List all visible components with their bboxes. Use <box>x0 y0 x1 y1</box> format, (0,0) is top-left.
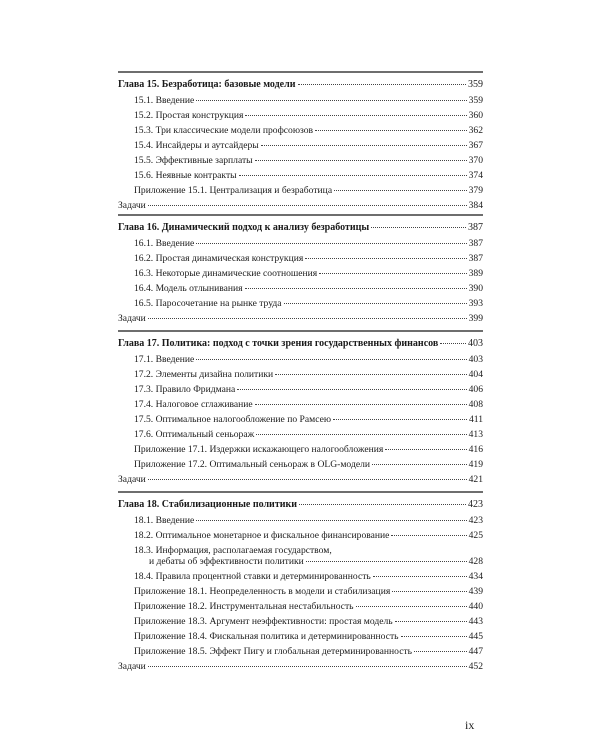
entry-title: 16.3. Некоторые динамические соотношения <box>134 267 318 279</box>
page-number: 443 <box>468 616 483 628</box>
toc-entry <box>118 141 483 151</box>
leader-dots <box>196 359 466 360</box>
entry-title: 15.2. Простая конструкция <box>134 109 244 121</box>
leader-dots <box>255 404 467 405</box>
leader-dots <box>395 621 467 622</box>
entry-title: Приложение 18.1. Неопределенность в модели и стабилизация <box>134 585 391 597</box>
entry-title: Задачи <box>118 661 146 673</box>
entry-title: 16.1. Введение <box>134 237 195 249</box>
page-number: 360 <box>468 109 483 121</box>
chapter-17 <box>118 330 483 490</box>
entry-title: 18.4. Правила процентной ставки и детерминированность <box>134 570 371 582</box>
entry-title: Приложение 17.1. Издержки искажающего налогообложения <box>134 444 384 456</box>
entry-title: 18.3. Информация, располагаемая государством, <box>134 544 332 556</box>
page-number: 428 <box>468 555 483 567</box>
chapter-rule <box>118 71 483 73</box>
chapter-title: Глава 17. Политика: подход с точки зрения государственных финансов <box>118 338 439 349</box>
entry-title: Приложение 18.5. Эффект Пигу и глобальная детерминированность <box>134 646 413 658</box>
page-number: 445 <box>468 631 483 643</box>
leader-dots <box>401 636 467 637</box>
leader-dots <box>196 520 466 521</box>
toc-entry-continuation <box>118 557 483 567</box>
toc-entry <box>118 602 483 612</box>
page-number: 399 <box>468 312 483 324</box>
leader-dots <box>414 651 467 652</box>
entry-title: 16.2. Простая динамическая конструкция <box>134 252 304 264</box>
entry-title: 17.4. Налоговое сглаживание <box>134 398 253 410</box>
toc-entry <box>118 662 483 672</box>
chapter-heading <box>118 339 483 349</box>
entry-title: 15.4. Инсайдеры и аутсайдеры <box>134 139 259 151</box>
leader-dots <box>245 115 466 116</box>
toc-entry <box>118 299 483 309</box>
entry-title: Задачи <box>118 200 146 212</box>
chapter-heading <box>118 500 483 510</box>
toc-entry <box>118 587 483 597</box>
toc-entry <box>118 460 483 470</box>
entry-title: Приложение 18.2. Инструментальная нестабильность <box>134 600 354 612</box>
page-folio: ix <box>465 718 475 732</box>
page-number: 393 <box>468 297 483 309</box>
leader-dots <box>255 160 467 161</box>
leader-dots <box>440 343 466 344</box>
toc-entry <box>118 445 483 455</box>
page-number: 419 <box>468 459 483 471</box>
entry-title: Задачи <box>118 474 146 486</box>
page-number: 384 <box>468 200 483 212</box>
toc-entry <box>118 516 483 526</box>
leader-dots <box>275 374 466 375</box>
leader-dots <box>245 288 467 289</box>
chapter-rule <box>118 214 483 216</box>
toc-entry <box>118 415 483 425</box>
leader-dots <box>196 100 466 101</box>
leader-dots <box>372 464 467 465</box>
leader-dots <box>392 591 466 592</box>
entry-title: 17.6. Оптимальный сеньораж <box>134 428 255 440</box>
toc-entry <box>118 400 483 410</box>
toc-entry <box>118 156 483 166</box>
leader-dots <box>237 389 466 390</box>
entry-title: Приложение 18.3. Аргумент неэффективности: простая модель <box>134 616 393 628</box>
page-number: 413 <box>468 428 483 440</box>
toc-entry <box>118 254 483 264</box>
page-number: 367 <box>468 139 483 151</box>
page-number: 370 <box>468 154 483 166</box>
leader-dots <box>196 243 466 244</box>
toc-entry <box>118 617 483 627</box>
leader-dots <box>284 303 467 304</box>
leader-dots <box>385 449 466 450</box>
chapter-18 <box>118 491 483 677</box>
leader-dots <box>333 419 467 420</box>
chapter-title: Глава 16. Динамический подход к анализу безработицы <box>118 222 370 233</box>
chapter-title: Глава 18. Стабилизационные политики <box>118 499 298 510</box>
entry-title: 18.2. Оптимальное монетарное и фискальное финансирование <box>134 529 390 541</box>
entry-title: Приложение 17.2. Оптимальный сеньораж в OLG-модели <box>134 459 371 471</box>
entry-title: Задачи <box>118 312 146 324</box>
toc-entry <box>118 111 483 121</box>
toc-entry <box>118 430 483 440</box>
page-number: 359 <box>468 94 483 106</box>
toc-entry <box>118 239 483 249</box>
leader-dots <box>391 535 466 536</box>
page-number: 379 <box>468 185 483 197</box>
chapter-heading <box>118 80 483 90</box>
leader-dots <box>356 606 467 607</box>
leader-dots <box>305 258 466 259</box>
page-number: 416 <box>468 444 483 456</box>
toc-entry <box>118 370 483 380</box>
page-number: 374 <box>468 169 483 181</box>
entry-title: 15.5. Эффективные зарплаты <box>134 154 253 166</box>
entry-title: 17.3. Правило Фридмана <box>134 383 236 395</box>
page-number: 387 <box>468 237 483 249</box>
leader-dots <box>148 479 467 480</box>
toc-entry <box>118 385 483 395</box>
entry-title: 15.6. Неявные контракты <box>134 169 237 181</box>
chapter-heading <box>118 223 483 233</box>
leader-dots <box>261 145 467 146</box>
toc-entry <box>118 96 483 106</box>
toc-entry <box>118 546 483 556</box>
toc-entry <box>118 284 483 294</box>
entry-title: Приложение 15.1. Централизация и безработица <box>134 185 333 197</box>
page-number: 404 <box>468 368 483 380</box>
page-number: 403 <box>468 338 483 349</box>
page-number: 440 <box>468 600 483 612</box>
page-number: 359 <box>468 79 483 90</box>
leader-dots <box>298 84 467 85</box>
page-number: 447 <box>468 646 483 658</box>
leader-dots <box>148 318 467 319</box>
page-number: 434 <box>468 570 483 582</box>
leader-dots <box>299 504 466 505</box>
toc-entry <box>118 201 483 211</box>
page-number: 423 <box>468 514 483 526</box>
leader-dots <box>373 576 467 577</box>
chapter-rule <box>118 330 483 332</box>
leader-dots <box>319 273 466 274</box>
toc-entry <box>118 126 483 136</box>
toc-entry <box>118 475 483 485</box>
page-number: 439 <box>468 585 483 597</box>
entry-title: 17.5. Оптимальное налогообложение по Рамсею <box>134 413 332 425</box>
page-number: 389 <box>468 267 483 279</box>
toc-entry <box>118 186 483 196</box>
toc-entry <box>118 632 483 642</box>
chapter-16 <box>118 214 483 329</box>
page-number: 425 <box>468 529 483 541</box>
entry-title: 17.1. Введение <box>134 353 195 365</box>
page-number: 387 <box>468 252 483 264</box>
leader-dots <box>256 434 466 435</box>
toc-entry <box>118 314 483 324</box>
chapter-rule <box>118 491 483 493</box>
page-number: 403 <box>468 353 483 365</box>
page-number: 423 <box>468 499 483 510</box>
page-number: 421 <box>468 474 483 486</box>
leader-dots <box>371 227 466 228</box>
page-number: 390 <box>468 282 483 294</box>
page-number: 411 <box>468 413 483 425</box>
leader-dots <box>334 190 467 191</box>
page-number: 406 <box>468 383 483 395</box>
entry-title: 15.1. Введение <box>134 94 195 106</box>
toc-entry <box>118 171 483 181</box>
toc-entry <box>118 355 483 365</box>
leader-dots <box>315 130 467 131</box>
toc-entry <box>118 269 483 279</box>
leader-dots <box>239 175 467 176</box>
chapter-15 <box>118 71 483 216</box>
page-number: 452 <box>468 661 483 673</box>
leader-dots <box>148 666 467 667</box>
entry-title: Приложение 18.4. Фискальная политика и детерминированность <box>134 631 399 643</box>
page-number: 362 <box>468 124 483 136</box>
entry-title: 15.3. Три классические модели профсоюзов <box>134 124 314 136</box>
entry-title-continuation: и дебаты об эффективности политики <box>149 555 304 567</box>
page-number: 408 <box>468 398 483 410</box>
entry-title: 16.4. Модель отлынивания <box>134 282 243 294</box>
toc-entry <box>118 531 483 541</box>
chapter-title: Глава 15. Безработица: базовые модели <box>118 79 296 90</box>
leader-dots <box>306 561 467 562</box>
entry-title: 17.2. Элементы дизайна политики <box>134 368 274 380</box>
toc-entry <box>118 572 483 582</box>
leader-dots <box>148 205 467 206</box>
entry-title: 18.1. Введение <box>134 514 195 526</box>
entry-title: 16.5. Паросочетание на рынке труда <box>134 297 282 309</box>
toc-entry <box>118 647 483 657</box>
page-number: 387 <box>468 222 483 233</box>
